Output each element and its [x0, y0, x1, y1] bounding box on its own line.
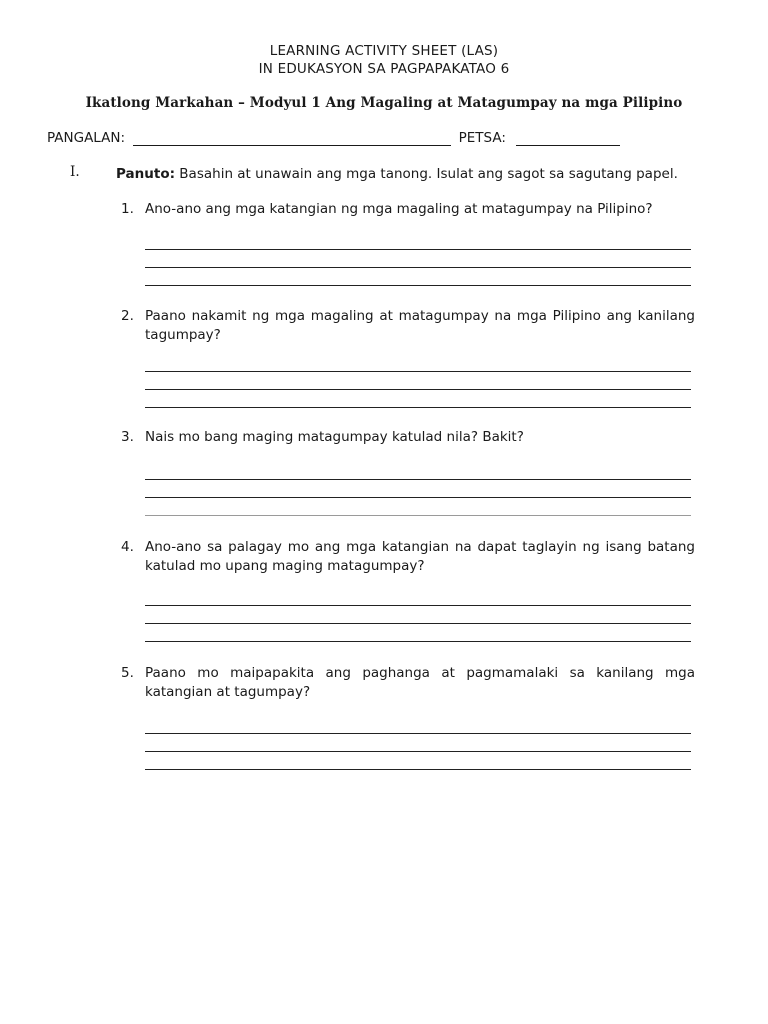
date-field[interactable] — [516, 131, 620, 146]
answer-line[interactable] — [145, 641, 691, 642]
answer-line[interactable] — [145, 407, 691, 408]
instruction-label: Panuto: — [116, 166, 175, 182]
answer-line[interactable] — [145, 751, 691, 752]
question-number: 2. — [121, 308, 134, 324]
question-text: Nais mo bang maging matagumpay katulad nila? Bakit? — [145, 429, 524, 445]
answer-line[interactable] — [145, 249, 691, 250]
answer-line[interactable] — [145, 515, 691, 516]
instruction-text: Basahin at unawain ang mga tanong. Isulat ang sagot sa sagutang papel. — [175, 166, 678, 182]
answer-line[interactable] — [145, 371, 691, 372]
question-text: Ano-ano sa palagay mo ang mga katangian na dapat taglayin ng isang batang katulad mo upang maging matagumpay? — [145, 539, 695, 574]
module-title: Ikatlong Markahan – Modyul 1 Ang Magaling at Matagumpay na mga Pilipino — [85, 95, 683, 111]
question-3 — [121, 428, 695, 447]
answer-line[interactable] — [145, 479, 691, 480]
date-label: PETSA: — [458, 130, 506, 146]
question-number: 3. — [121, 429, 134, 445]
question-text: Ano-ano ang mga katangian ng mga magaling at matagumpay na Pilipino? — [145, 201, 653, 217]
question-number: 4. — [121, 539, 134, 555]
question-5 — [121, 664, 695, 702]
name-field[interactable] — [133, 131, 451, 146]
answer-line[interactable] — [145, 267, 691, 268]
instructions — [116, 166, 678, 182]
question-number: 5. — [121, 665, 134, 681]
answer-line[interactable] — [145, 497, 691, 498]
student-info-row — [47, 130, 620, 146]
question-1 — [121, 200, 695, 219]
answer-line[interactable] — [145, 605, 691, 606]
answer-line[interactable] — [145, 623, 691, 624]
question-4 — [121, 538, 695, 576]
section-number: I. — [70, 164, 80, 180]
question-text: Paano mo maipapakita ang paghanga at pagmamalaki sa kanilang mga katangian at tagumpay? — [145, 665, 695, 700]
question-number: 1. — [121, 201, 134, 217]
answer-line[interactable] — [145, 389, 691, 390]
sheet-title: LEARNING ACTIVITY SHEET (LAS) — [269, 43, 499, 59]
answer-line[interactable] — [145, 769, 691, 770]
name-label: PANGALAN: — [47, 130, 126, 146]
question-text: Paano nakamit ng mga magaling at matagumpay na mga Pilipino ang kanilang tagumpay? — [145, 308, 695, 343]
answer-line[interactable] — [145, 733, 691, 734]
question-2 — [121, 307, 695, 345]
answer-line[interactable] — [145, 285, 691, 286]
subject-title: IN EDUKASYON SA PAGPAPAKATAO 6 — [258, 61, 510, 77]
